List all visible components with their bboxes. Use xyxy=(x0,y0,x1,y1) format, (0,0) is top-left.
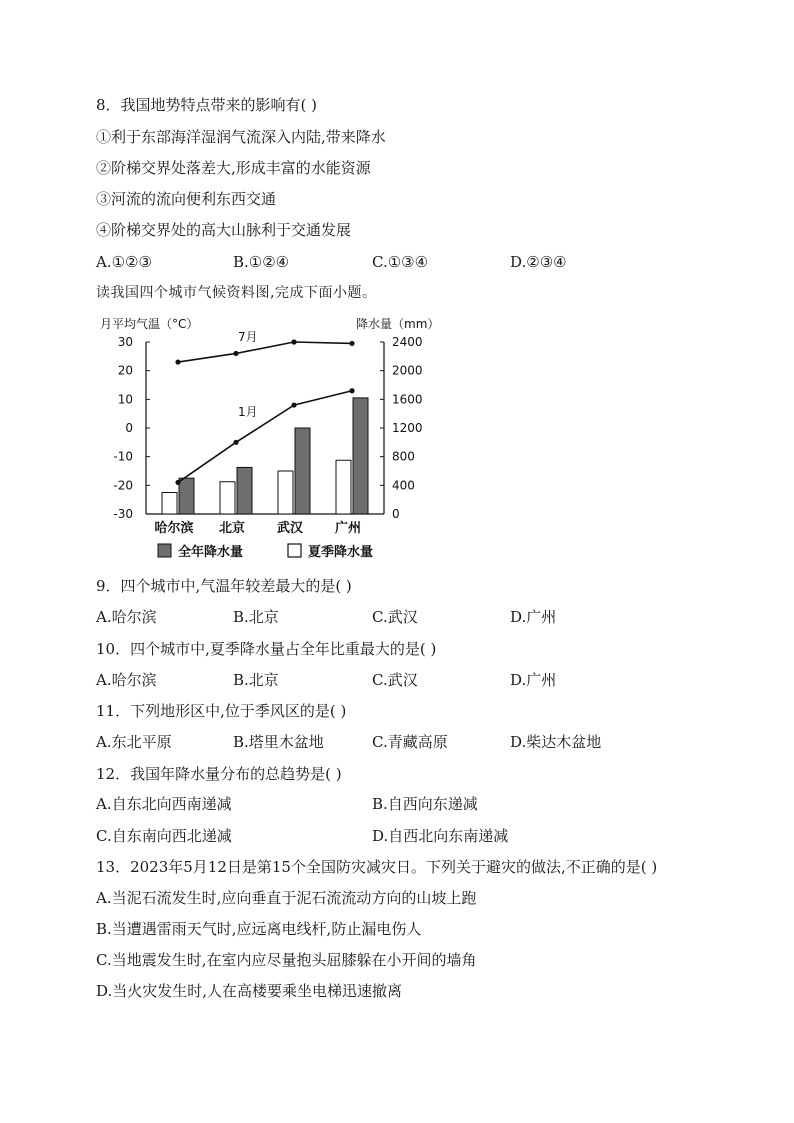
annual-precip-bar xyxy=(353,398,368,514)
annual-precip-bar xyxy=(295,428,310,514)
annual-precip-bar xyxy=(179,478,194,514)
question-11-option-b[interactable]: B.塔里木盆地 xyxy=(233,733,324,751)
section-intro: 读我国四个城市气候资料图,完成下面小题。 xyxy=(96,285,377,301)
question-8-option-b[interactable]: B.①②④ xyxy=(233,253,290,271)
left-tick-label: -30 xyxy=(113,507,133,521)
question-11-stem: 11．下列地形区中,位于季风区的是( ) xyxy=(96,702,347,720)
question-9-option-a[interactable]: A.哈尔滨 xyxy=(96,608,157,626)
question-8-option-c[interactable]: C.①③④ xyxy=(372,253,429,271)
question-11-option-c[interactable]: C.青藏高原 xyxy=(372,733,448,751)
question-8-statement-1: ①利于东部海洋湿润气流深入内陆,带来降水 xyxy=(96,128,386,146)
city-label: 广州 xyxy=(334,521,362,536)
temp-point xyxy=(349,341,354,346)
question-9-option-c[interactable]: C.武汉 xyxy=(372,608,418,626)
question-9-option-d[interactable]: D.广州 xyxy=(510,608,557,626)
temp-point xyxy=(175,359,180,364)
question-12-option-a[interactable]: A.自东北向西南递减 xyxy=(96,795,232,813)
right-tick-label: 800 xyxy=(392,449,415,464)
question-13-option-d[interactable]: D.当火灾发生时,人在高楼要乘坐电梯迅速撤离 xyxy=(96,982,403,1000)
question-10-option-a[interactable]: A.哈尔滨 xyxy=(96,671,157,689)
summer-precip-bar xyxy=(278,471,293,514)
right-tick-label: 2000 xyxy=(392,363,423,378)
question-11-option-a[interactable]: A.东北平原 xyxy=(96,733,172,751)
question-13-option-c[interactable]: C.当地震发生时,在室内应尽量抱头屈膝躲在小开间的墙角 xyxy=(96,951,477,969)
question-8-statement-2: ②阶梯交界处落差大,形成丰富的水能资源 xyxy=(96,159,371,177)
temp-point xyxy=(349,388,354,393)
city-label: 哈尔滨 xyxy=(154,521,194,536)
right-tick-label: 400 xyxy=(392,478,415,493)
legend-summer-swatch xyxy=(288,544,301,557)
left-tick-label: 20 xyxy=(117,363,133,378)
summer-precip-bar xyxy=(336,460,351,514)
left-axis-label: 月平均气温（°C） xyxy=(100,317,199,331)
legend-summer-label: 夏季降水量 xyxy=(308,545,374,560)
left-tick-label: -10 xyxy=(113,449,133,464)
question-8-stem: 8．我国地势特点带来的影响有( ) xyxy=(96,96,318,114)
question-12-option-d[interactable]: D.自西北向东南递减 xyxy=(372,827,509,845)
left-tick-label: 10 xyxy=(117,392,133,407)
annual-precip-bar xyxy=(237,467,252,514)
question-10-stem: 10．四个城市中,夏季降水量占全年比重最大的是( ) xyxy=(96,640,437,658)
question-9-option-b[interactable]: B.北京 xyxy=(233,608,279,626)
summer-precip-bar xyxy=(162,493,177,515)
right-tick-label: 2400 xyxy=(392,335,423,349)
question-12-stem: 12．我国年降水量分布的总趋势是( ) xyxy=(96,765,342,783)
temp-point xyxy=(291,402,296,407)
temp-point xyxy=(291,339,296,344)
question-13-option-b[interactable]: B.当遭遇雷雨天气时,应远离电线杆,防止漏电伤人 xyxy=(96,920,422,938)
city-label: 北京 xyxy=(218,521,246,536)
july-line-label: 7月 xyxy=(238,330,258,344)
question-13-stem: 13．2023年5月12日是第15个全国防灾减灾日。下列关于避灾的做法,不正确的是( ) xyxy=(96,858,658,876)
question-8-statement-4: ④阶梯交界处的高大山脉利于交通发展 xyxy=(96,221,352,239)
question-8-option-d[interactable]: D.②③④ xyxy=(510,253,567,271)
jan-line-label: 1月 xyxy=(238,405,258,419)
right-tick-label: 0 xyxy=(392,507,400,521)
temp-point xyxy=(233,351,238,356)
legend-annual-label: 全年降水量 xyxy=(178,545,244,560)
left-tick-label: 0 xyxy=(125,421,133,435)
right-axis-label: 降水量（mm） xyxy=(356,317,440,331)
question-12-option-b[interactable]: B.自西向东递减 xyxy=(372,795,478,813)
legend-annual-swatch xyxy=(158,544,171,557)
right-tick-label: 1200 xyxy=(392,421,423,435)
question-10-option-d[interactable]: D.广州 xyxy=(510,671,557,689)
temp-point xyxy=(233,440,238,445)
right-tick-label: 1600 xyxy=(392,392,423,407)
question-10-option-c[interactable]: C.武汉 xyxy=(372,671,418,689)
question-12-option-c[interactable]: C.自东南向西北递减 xyxy=(96,827,232,845)
question-11-option-d[interactable]: D.柴达木盆地 xyxy=(510,733,602,751)
summer-precip-bar xyxy=(220,482,235,514)
left-tick-label: -20 xyxy=(113,478,133,493)
question-8-statement-3: ③河流的流向便利东西交通 xyxy=(96,190,277,208)
question-9-stem: 9．四个城市中,气温年较差最大的是( ) xyxy=(96,577,352,595)
temp-line-july xyxy=(178,342,352,362)
question-10-option-b[interactable]: B.北京 xyxy=(233,671,279,689)
question-13-option-a[interactable]: A.当泥石流发生时,应向垂直于泥石流流动方向的山坡上跑 xyxy=(96,889,477,907)
temp-point xyxy=(175,480,180,485)
temp-line-jan xyxy=(178,391,352,483)
left-tick-label: 30 xyxy=(117,335,133,349)
city-label: 武汉 xyxy=(276,521,304,536)
climate-chart xyxy=(92,308,440,566)
question-8-option-a[interactable]: A.①②③ xyxy=(96,253,152,271)
